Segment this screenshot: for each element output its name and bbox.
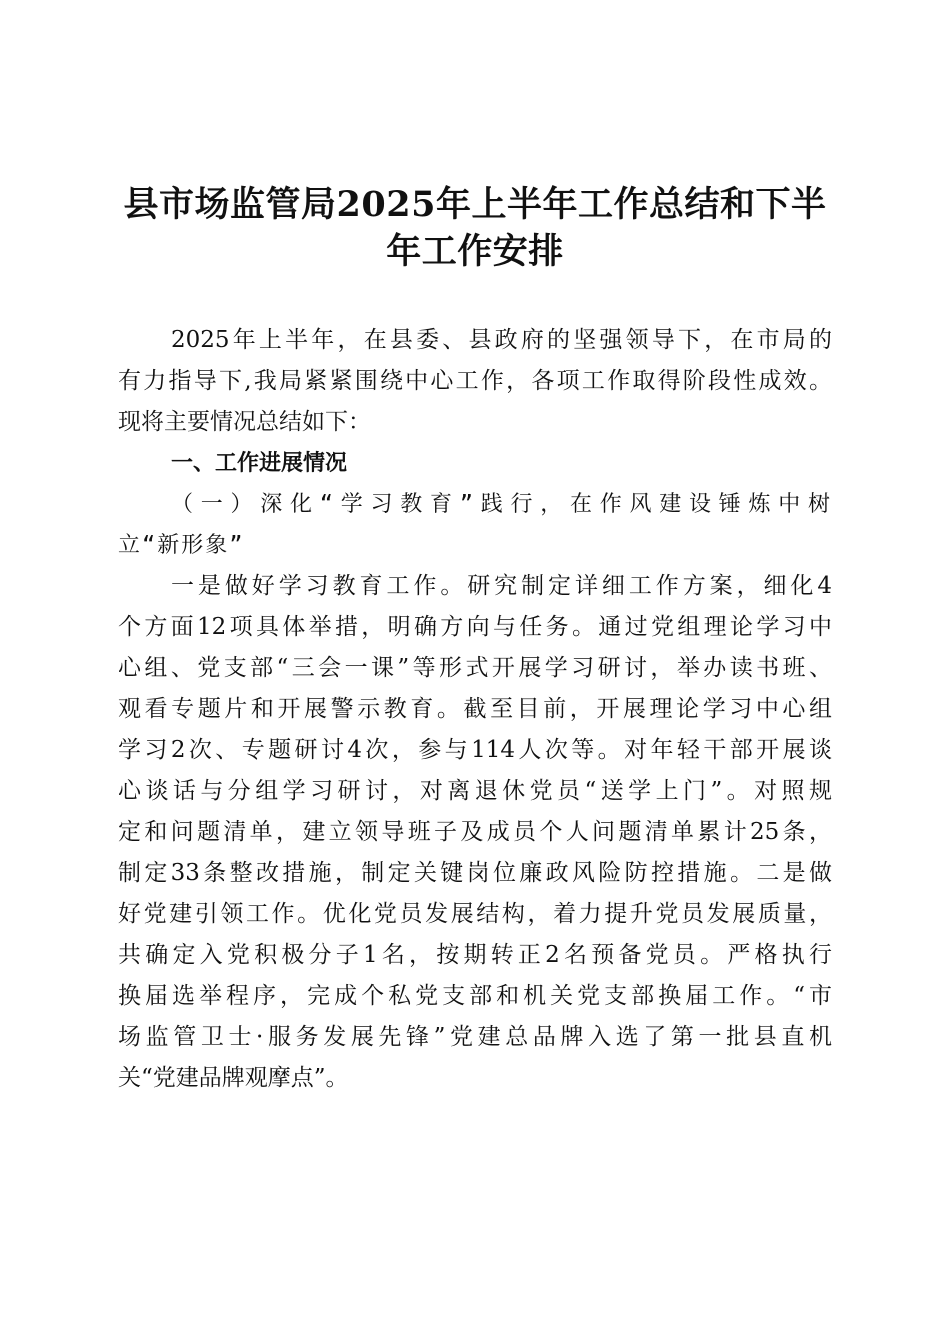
title-line-2: 年工作安排 [386,231,564,272]
paragraph-line-10: 共确定入党积极分子1名，按期转正2名预备党员。严格执行 [118,942,832,968]
document-body [118,320,832,1099]
paragraph-line-8: 制定33条整改措施，制定关键岗位廉政风险防控措施。二是做 [118,860,832,886]
paragraph-line-1: 一是做好学习教育工作。研究制定详细工作方案，细化4 [171,573,832,599]
title-line-1: 县市场监管局2025年上半年工作总结和下半 [123,184,827,225]
subsection-heading-line-1: （一）深化“学习教育”践行，在作风建设锤炼中树 [171,492,832,517]
subsection-heading-line-2: 立“新形象” [118,533,245,558]
intro-line-3: 现将主要情况总结如下： [118,409,371,435]
paragraph-line-6: 心谈话与分组学习研讨，对离退休党员“送学上门”。对照规 [118,778,832,804]
paragraph-line-3: 心组、党支部“三会一课”等形式开展学习研讨，举办读书班、 [118,655,832,681]
paragraph-line-13: 关“党建品牌观摩点”。 [118,1065,349,1091]
paragraph-line-2: 个方面12项具体举措，明确方向与任务。通过党组理论学习中 [118,614,832,640]
section-heading: 一、工作进展情况 [171,451,348,476]
document-title [118,181,832,275]
paragraph-line-5: 学习2次、专题研讨4次，参与114人次等。对年轻干部开展谈 [118,737,832,763]
intro-line-1: 2025年上半年，在县委、县政府的坚强领导下，在市局的 [171,327,832,353]
paragraph-line-11: 换届选举程序，完成个私党支部和机关党支部换届工作。“市 [118,983,832,1009]
intro-line-2: 有力指导下,我局紧紧围绕中心工作，各项工作取得阶段性成效。 [118,368,832,394]
paragraph-line-4: 观看专题片和开展警示教育。截至目前，开展理论学习中心组 [118,696,832,722]
paragraph-line-12: 场监管卫士·服务发展先锋”党建总品牌入选了第一批县直机 [118,1024,832,1050]
paragraph-line-7: 定和问题清单，建立领导班子及成员个人问题清单累计25条， [118,819,832,845]
paragraph-line-9: 好党建引领工作。优化党员发展结构，着力提升党员发展质量， [118,901,832,927]
